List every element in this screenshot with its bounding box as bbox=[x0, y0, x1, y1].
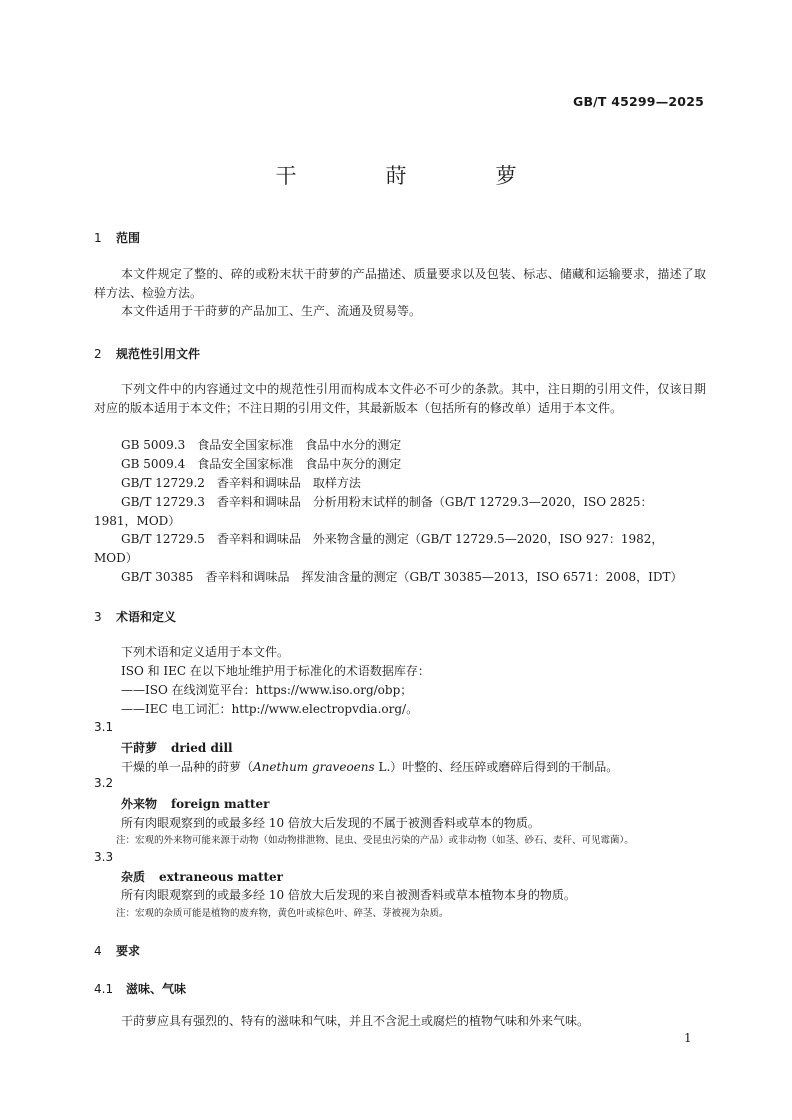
reference-item: GB/T 12729.3 香辛料和调味品 分析用粉末试样的制备（GB/T 12729.3—2020，ISO 2825： bbox=[121, 495, 653, 509]
term-heading bbox=[121, 868, 283, 885]
iso-link-line: ——ISO 在线浏览平台：https://www.iso.org/obp； bbox=[121, 683, 413, 697]
section-2-heading bbox=[94, 345, 200, 362]
section-title: 术语和定义 bbox=[116, 610, 177, 624]
section-3-heading bbox=[94, 608, 176, 625]
reference-item-continued: MOD） bbox=[94, 551, 138, 565]
term-number: 3.2 bbox=[94, 776, 114, 790]
term-en: foreign matter bbox=[171, 797, 270, 811]
reference-item: GB 5009.3 食品安全国家标准 食品中水分的测定 bbox=[121, 438, 402, 452]
reference-item: GB/T 12729.5 香辛料和调味品 外来物含量的测定（GB/T 12729.5—2020，ISO 927：1982， bbox=[121, 532, 664, 546]
paragraph: 下列文件中的内容通过文中的规范性引用而构成本文件必不可少的条款。其中，注日期的引用文件，仅该日期对应的版本适用于本文件；不注日期的引用文件，其最新版本（包括所有的修改单）适用于本文件。 bbox=[94, 382, 706, 415]
term-zh: 外来物 bbox=[121, 797, 158, 811]
subsection-title: 滋味、气味 bbox=[126, 982, 187, 996]
paragraph: ISO 和 IEC 在以下地址维护用于标准化的术语数据库存： bbox=[121, 664, 430, 678]
section-title: 要求 bbox=[116, 944, 141, 958]
document-title: 干 莳 萝 bbox=[275, 164, 551, 188]
page-number: 1 bbox=[684, 1031, 692, 1045]
paragraph: 干莳萝应具有强烈的、特有的滋味和气味，并且不含泥土或腐烂的植物气味和外来气味。 bbox=[121, 1014, 590, 1028]
term-en: extraneous matter bbox=[159, 870, 283, 884]
term-definition: 所有肉眼观察到的或最多经 10 倍放大后发现的来自被测香料或草本植物本身的物质。 bbox=[121, 888, 576, 902]
section-4-heading bbox=[94, 942, 140, 959]
section-number: 1 bbox=[94, 231, 102, 245]
term-note: 注：宏观的外来物可能来源于动物（如动物排泄物、昆虫、受昆虫污染的产品）或非动物（如茎、砂石、麦秆、可见霉菌）。 bbox=[116, 835, 634, 846]
section-number: 2 bbox=[94, 347, 102, 361]
term-zh: 干莳萝 bbox=[121, 741, 158, 755]
reference-item: GB/T 30385 香辛料和调味品 挥发油含量的测定（GB/T 30385—2013，ISO 6571：2008，IDT） bbox=[121, 570, 683, 584]
paragraph: 本文件规定了整的、碎的或粉末状干莳萝的产品描述、质量要求以及包装、标志、储藏和运输要求，描述了取样方法、检验方法。 bbox=[94, 267, 706, 300]
term-zh: 杂质 bbox=[121, 870, 146, 884]
section-1-heading bbox=[94, 229, 140, 246]
term-definition: 所有肉眼观察到的或最多经 10 倍放大后发现的不属于被测香料或草本的物质。 bbox=[121, 816, 540, 830]
standard-number: GB/T 45299—2025 bbox=[572, 94, 704, 109]
section-title: 规范性引用文件 bbox=[116, 347, 201, 361]
term-heading bbox=[121, 739, 233, 756]
term-definition: 干燥的单一品种的莳萝（Anethum graveoens L.）叶整的、经压碎或磨碎后得到的干制品。 bbox=[121, 760, 619, 774]
term-number: 3.1 bbox=[94, 720, 114, 734]
term-number: 3.3 bbox=[94, 850, 114, 864]
section-title: 范围 bbox=[116, 231, 141, 245]
subsection-4-1-heading bbox=[94, 980, 186, 997]
section-number: 4 bbox=[94, 944, 102, 958]
iec-link-line: ——IEC 电工词汇：http://www.electropvdia.org/。 bbox=[121, 702, 419, 716]
term-note: 注：宏观的杂质可能是植物的废弃物，黄色叶或棕色叶、碎茎、芽被视为杂质。 bbox=[116, 908, 449, 919]
term-en: dried dill bbox=[171, 741, 233, 755]
section-number: 3 bbox=[94, 610, 102, 624]
reference-item: GB 5009.4 食品安全国家标准 食品中灰分的测定 bbox=[121, 457, 402, 471]
latin-name: Anethum graveoens bbox=[253, 760, 375, 774]
subsection-number: 4.1 bbox=[94, 982, 114, 996]
reference-item-continued: 1981，MOD） bbox=[94, 514, 181, 528]
paragraph: 本文件适用于干莳萝的产品加工、生产、流通及贸易等。 bbox=[121, 304, 422, 318]
paragraph: 下列术语和定义适用于本文件。 bbox=[121, 645, 290, 659]
reference-item: GB/T 12729.2 香辛料和调味品 取样方法 bbox=[121, 476, 361, 490]
term-heading bbox=[121, 795, 270, 812]
